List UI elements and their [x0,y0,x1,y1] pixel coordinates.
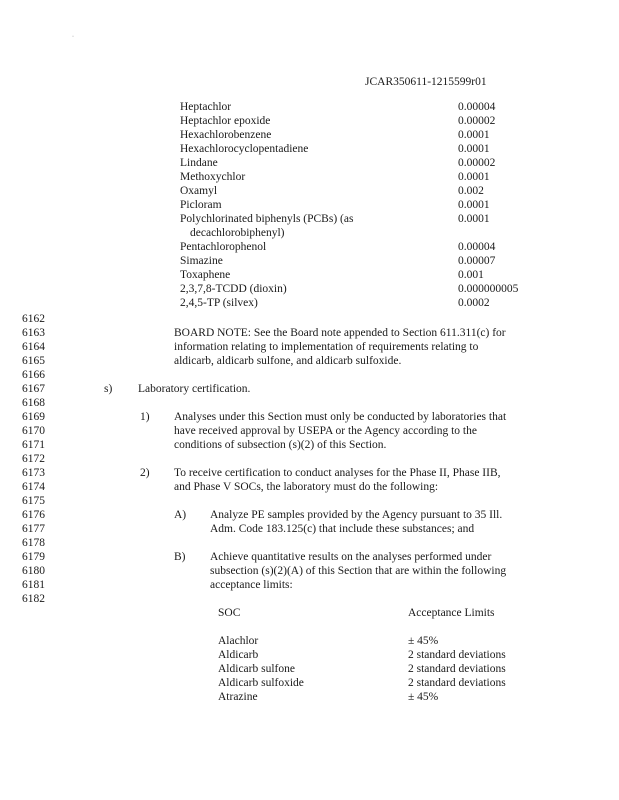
soc-name: Alachlor [218,635,259,647]
item-b-label: B) [174,551,186,563]
acceptance-limit: 2 standard deviations [408,649,506,661]
line-number: 6177 [22,523,45,535]
line-number: 6171 [22,439,45,451]
item-b-line-1: Achieve quantitative results on the analyses performed under [210,551,492,563]
chemical-name: Pentachlorophenol [180,241,267,253]
item-2-line-1: To receive certification to conduct analyses for the Phase II, Phase IIB, [174,467,501,479]
soc-name: Aldicarb sulfone [218,663,295,675]
line-number: 6182 [22,593,45,605]
section-s-heading: Laboratory certification. [138,383,251,395]
item-b-line-2: subsection (s)(2)(A) of this Section that are within the following [210,565,507,577]
mcl-value: 0.0001 [458,129,490,141]
item-1-line-3: conditions of subsection (s)(2) of this Section. [174,439,387,451]
mcl-value: 0.00007 [458,255,496,267]
section-s-label: s) [104,383,113,395]
line-number: 6168 [22,397,45,409]
line-number: 6173 [22,467,45,479]
chemical-name: Picloram [180,199,222,211]
line-number: 6172 [22,453,45,465]
chemical-name: Heptachlor epoxide [180,115,271,127]
mcl-value: 0.00004 [458,241,496,253]
soc-name: Aldicarb sulfoxide [218,677,304,689]
acceptance-limit: 2 standard deviations [408,677,506,689]
line-number: 6179 [22,551,45,563]
line-number: 6178 [22,537,45,549]
chemical-name: Polychlorinated biphenyls (PCBs) (as [180,213,354,225]
document-id: JCAR350611-1215599r01 [365,76,487,88]
soc-name: Aldicarb [218,649,259,661]
mcl-value: 0.00002 [458,115,496,127]
item-2-line-2: and Phase V SOCs, the laboratory must do the following: [174,481,439,493]
mcl-value: 0.000000005 [458,283,519,295]
chemical-name-continued: decachlorobiphenyl) [190,227,285,239]
mcl-value: 0.0002 [458,297,490,309]
chemical-name: Oxamyl [180,185,218,197]
item-a-label: A) [174,509,187,521]
board-note-line-1: BOARD NOTE: See the Board note appended to Section 611.311(c) for [174,327,506,339]
item-a-line-2: Adm. Code 183.125(c) that include these substances; and [210,523,475,535]
limits-column-header: Acceptance Limits [408,607,495,619]
line-number: 6180 [22,565,45,577]
item-a-line-1: Analyze PE samples provided by the Agency pursuant to 35 Ill. [210,509,503,521]
item-1-label: 1) [140,411,150,423]
board-note-line-3: aldicarb, aldicarb sulfone, and aldicarb sulfoxide. [174,355,402,367]
item-2-label: 2) [140,467,150,479]
chemical-name: Hexachlorobenzene [180,129,272,141]
mcl-value: 0.001 [458,269,484,281]
line-number: 6165 [22,355,45,367]
chemical-name: Toxaphene [180,269,231,281]
acceptance-limit: ± 45% [408,635,439,647]
item-b-line-3: acceptance limits: [210,579,293,591]
line-number: 6181 [22,579,45,591]
mcl-value: 0.00004 [458,101,496,113]
mcl-value: 0.0001 [458,199,490,211]
board-note-line-2: information relating to implementation of requirements relating to [174,341,479,353]
mcl-value: 0.00002 [458,157,496,169]
chemical-name: Heptachlor [180,101,232,113]
line-number: 6167 [22,383,45,395]
line-number: 6174 [22,481,45,493]
line-number: 6166 [22,369,45,381]
line-number: 6175 [22,495,45,507]
chemical-name: Lindane [180,157,218,169]
mcl-value: 0.0001 [458,143,490,155]
line-number: 6176 [22,509,45,521]
chemical-name: 2,4,5-TP (silvex) [180,297,258,309]
soc-column-header: SOC [218,607,241,619]
item-1-line-2: have received approval by USEPA or the Agency according to the [174,425,477,437]
chemical-name: Simazine [180,255,223,267]
mcl-value: 0.0001 [458,213,490,225]
item-1-line-1: Analyses under this Section must only be conducted by laboratories that [174,411,507,423]
chemical-name: 2,3,7,8-TCDD (dioxin) [180,283,287,295]
scan-speck: · [72,34,74,40]
line-number: 6170 [22,425,45,437]
chemical-name: Hexachlorocyclopentadiene [180,143,309,155]
acceptance-limit: ± 45% [408,691,439,703]
soc-name: Atrazine [218,691,258,703]
mcl-value: 0.0001 [458,171,490,183]
line-number: 6169 [22,411,45,423]
line-number: 6164 [22,341,45,353]
chemical-name: Methoxychlor [180,171,246,183]
mcl-value: 0.002 [458,185,484,197]
line-number: 6163 [22,327,45,339]
acceptance-limit: 2 standard deviations [408,663,506,675]
line-number: 6162 [22,313,45,325]
